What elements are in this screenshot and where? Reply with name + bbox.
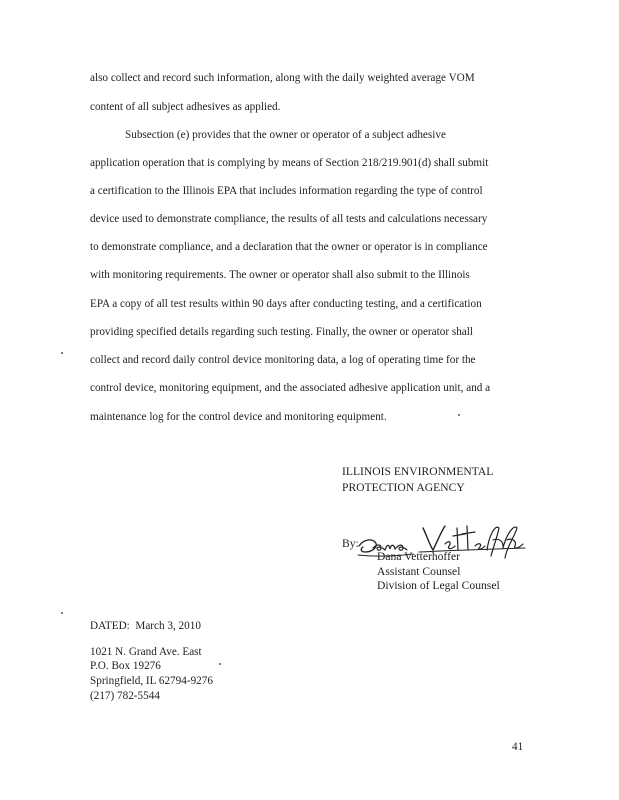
signer-title: Assistant Counsel bbox=[377, 565, 461, 578]
scan-speck bbox=[458, 414, 460, 416]
address-phone: (217) 782-5544 bbox=[90, 690, 160, 702]
paragraph-2-line-6: with monitoring requirements. The owner or operator shall also submit to the Illinois bbox=[90, 269, 470, 281]
scan-speck bbox=[219, 663, 221, 665]
agency-name-line-2: PROTECTION AGENCY bbox=[342, 481, 465, 494]
paragraph-2-line-2: application operation that is complying by means of Section 218/219.901(d) shall submit bbox=[90, 157, 489, 169]
paragraph-2-line-5: to demonstrate compliance, and a declaration that the owner or operator is in compliance bbox=[90, 241, 488, 253]
paragraph-2-line-7: EPA a copy of all test results within 90 days after conducting testing, and a certification bbox=[90, 298, 482, 310]
address-po-box: P.O. Box 19276 bbox=[90, 660, 161, 672]
paragraph-2-line-8: providing specified details regarding such testing. Finally, the owner or operator shall bbox=[90, 326, 473, 338]
page-number: 41 bbox=[512, 741, 524, 753]
paragraph-1-line-1: also collect and record such information, along with the daily weighted average VOM bbox=[90, 72, 475, 84]
paragraph-2-line-4: device used to demonstrate compliance, the results of all tests and calculations necessary bbox=[90, 213, 488, 225]
by-label: By: bbox=[342, 537, 359, 550]
paragraph-2-line-10: control device, monitoring equipment, and the associated adhesive application unit, and a bbox=[90, 382, 491, 394]
dated-line bbox=[90, 620, 201, 632]
paragraph-2-line-9: collect and record daily control device monitoring data, a log of operating time for the bbox=[90, 354, 476, 366]
paragraph-1-line-2: content of all subject adhesives as applied. bbox=[90, 101, 281, 113]
dated-date: March 3, 2010 bbox=[135, 620, 201, 632]
agency-name-line-1: ILLINOIS ENVIRONMENTAL bbox=[342, 465, 494, 478]
scan-speck bbox=[61, 612, 63, 614]
paragraph-2-line-3: a certification to the Illinois EPA that includes information regarding the type of control bbox=[90, 185, 483, 197]
signer-name: Dana Vetterhoffer bbox=[377, 550, 460, 563]
signer-division: Division of Legal Counsel bbox=[377, 579, 500, 592]
scan-speck bbox=[61, 352, 63, 354]
address-street: 1021 N. Grand Ave. East bbox=[90, 646, 202, 658]
address-city: Springfield, IL 62794-9276 bbox=[90, 675, 213, 687]
paragraph-2-line-1: Subsection (e) provides that the owner or operator of a subject adhesive bbox=[125, 129, 446, 141]
paragraph-2-line-11: maintenance log for the control device and monitoring equipment. bbox=[90, 411, 387, 423]
dated-label: DATED: bbox=[90, 620, 130, 632]
